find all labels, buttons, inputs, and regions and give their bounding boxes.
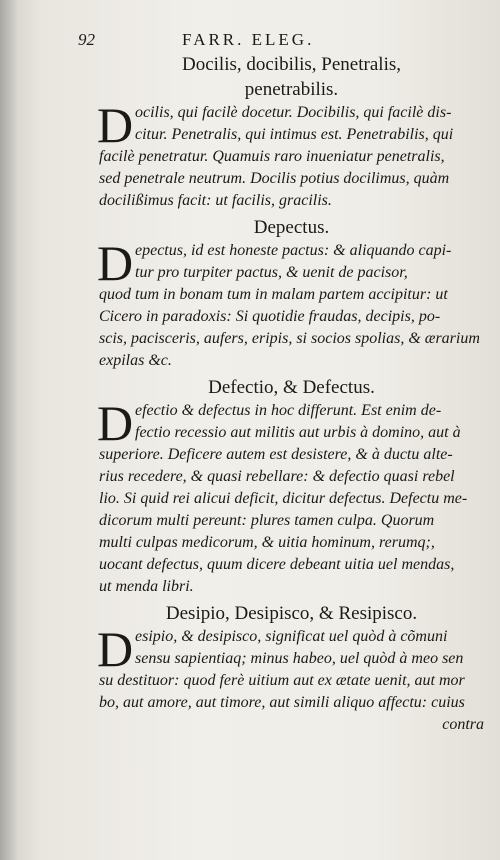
text-line: facilè penetratur. Quamuis raro inueniatur penetralis, xyxy=(99,148,445,165)
heading-line: Desipio, Desipisco, & Resipisco. xyxy=(165,603,418,624)
drop-cap: D xyxy=(97,235,134,291)
text-line: esipio, & desipisco, significat uel quòd à cõmuni xyxy=(135,628,448,645)
text-line: superiore. Deficere autem est desistere, & à ductu alte- xyxy=(99,446,453,463)
text-line: quod tum in bonam tum in malam partem accipitur: ut xyxy=(99,286,448,303)
text-line: ocilis, qui facilè docetur. Docibilis, qui facilè dis- xyxy=(135,104,452,121)
drop-cap: D xyxy=(97,621,134,677)
section-heading xyxy=(99,375,484,400)
heading-line: Defectio, & Defectus. xyxy=(208,377,375,398)
text-line: rius recedere, & quasi rebellare: & defectio quasi rebel xyxy=(99,468,455,485)
page-number: 92 xyxy=(78,30,95,49)
page-content xyxy=(99,52,484,739)
section-heading xyxy=(99,52,484,102)
text-line: docilißimus facit: ut facilis, gracilis. xyxy=(99,192,332,209)
running-head: FARR. ELEG. xyxy=(182,30,315,49)
text-line: su destituor: quod ferè uitium aut ex ætate uenit, aut mor xyxy=(99,672,465,689)
text-line: bo, aut amore, aut timore, aut simili aliquo affectu: cuius xyxy=(99,694,465,711)
text-line: efectio & defectus in hoc differunt. Est enim de- xyxy=(135,402,442,419)
binding-shadow xyxy=(0,0,18,860)
text-line: sensu sapientiaq; minus habeo, uel quòd à meo sen xyxy=(135,650,464,667)
page-header xyxy=(78,30,408,54)
text-line: multi culpas medicorum, & uitia hominum, rerumq;, xyxy=(99,534,435,551)
section-heading xyxy=(99,215,484,240)
catchword: contra xyxy=(442,716,484,733)
text-line: fectio recessio aut militis aut urbis à domino, aut à xyxy=(135,424,461,441)
section-paragraph xyxy=(97,97,484,212)
text-line: ut menda libri. xyxy=(99,578,194,595)
heading-line: Depectus. xyxy=(253,217,330,238)
text-line: epectus, id est honeste pactus: & aliquando capi- xyxy=(135,242,452,259)
text-line: dicorum multi pereunt: plures tamen culpa. Quorum xyxy=(99,512,435,529)
section-paragraph xyxy=(97,235,484,372)
text-line: citur. Penetralis, qui intimus est. Penetrabilis, qui xyxy=(135,126,454,143)
text-line: lio. Si quid rei alicui deficit, dicitur defectus. Defectu me- xyxy=(99,490,468,507)
section-heading xyxy=(99,601,484,626)
heading-line: Docilis, docibilis, Penetralis, xyxy=(181,54,401,75)
text-line: sed penetrale neutrum. Docilis potius docilimus, quàm xyxy=(99,170,450,187)
drop-cap: D xyxy=(97,395,134,451)
section-paragraph xyxy=(97,621,484,736)
heading-line: penetrabilis. xyxy=(244,79,339,100)
text-line: Cicero in paradoxis: Si quotidie fraudas, decipis, po- xyxy=(99,308,441,325)
section-paragraph xyxy=(97,395,484,598)
text-line: scis, pacisceris, aufers, eripis, si socios spolias, & ærarium xyxy=(99,330,480,347)
drop-cap: D xyxy=(97,97,134,153)
text-line: expilas &c. xyxy=(99,352,172,369)
text-line: tur pro turpiter pactus, & uenit de pacisor, xyxy=(135,264,408,281)
text-line: uocant defectus, quum dicere debeant uitia uel mendas, xyxy=(99,556,455,573)
